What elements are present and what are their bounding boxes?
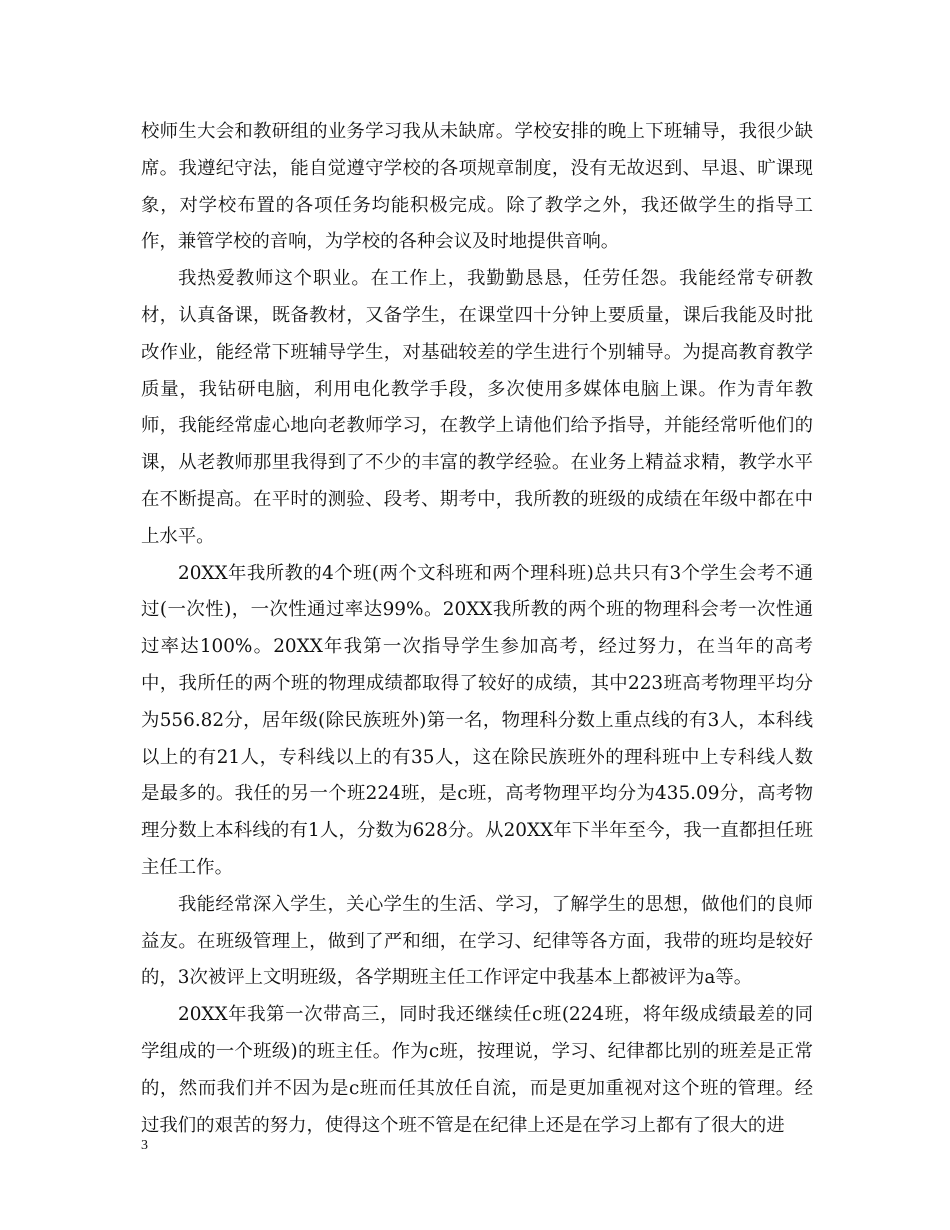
body-text: [141, 114, 813, 1144]
paragraph-5: 20XX年我第一次带高三，同时我还继续任c班(224班，将年级成绩最差的同学组成的一个班级)的班主任。作为c班，按理说，学习、纪律都比别的班差是正常的，然而我们并不因为是c班而任其放任自流，而是更加重视对这个班的管理。经过我们的艰苦的努力，使得这个班不管是在纪律上还是在学习上都有了很大的进: [141, 1004, 813, 1136]
paragraph-2: 我热爱教师这个职业。在工作上，我勤勤恳恳，任劳任怨。我能经常专研教材，认真备课，既备教材，又备学生，在课堂四十分钟上要质量，课后我能及时批改作业，能经常下班辅导学生，对基础较差的学生进行个别辅导。为提高教育教学质量，我钻研电脑，利用电化教学手段，多次使用多媒体电脑上课。作为青年教师，我能经常虚心地向老教师学习，在教学上请他们给予指导，并能经常听他们的课，从老教师那里我得到了不少的丰富的教学经验。在业务上精益求精，教学水平在不断提高。在平时的测验、段考、期考中，我所教的班级的成绩在年级中都在中上水平。: [141, 268, 813, 547]
paragraph-1: 校师生大会和教研组的业务学习我从未缺席。学校安排的晚上下班辅导，我很少缺席。我遵纪守法，能自觉遵守学校的各项规章制度，没有无故迟到、早退、旷课现象，对学校布置的各项任务均能积极完成。除了教学之外，我还做学生的指导工作，兼管学校的音响，为学校的各种会议及时地提供音响。: [141, 121, 813, 253]
paragraph-3: 20XX年我所教的4个班(两个文科班和两个理科班)总共只有3个学生会考不通过(一次性)，一次性通过率达99%。20XX我所教的两个班的物理科会考一次性通过率达100%。20XX年我第一次指导学生参加高考，经过努力，在当年的高考中，我所任的两个班的物理成绩都取得了较好的成绩，其中223班高考物理平均分为556.82分，居年级(除民族班外)第一名，物理科分数上重点线的有3人，本科线以上的有21人，专科线以上的有35人，这在除民族班外的理科班中上专科线人数是最多的。我任的另一个班224班，是c班，高考物理平均分为435.09分，高考物理分数上本科线的有1人，分数为628分。从20XX年下半年至今，我一直都担任班主任工作。: [141, 562, 813, 878]
page-number: 3: [141, 1138, 148, 1153]
paragraph-4: 我能经常深入学生，关心学生的生活、学习，了解学生的思想，做他们的良师益友。在班级管理上，做到了严和细，在学习、纪律等各方面，我带的班均是较好的，3次被评上文明班级，各学期班主任工作评定中我基本上都被评为a等。: [141, 893, 813, 989]
